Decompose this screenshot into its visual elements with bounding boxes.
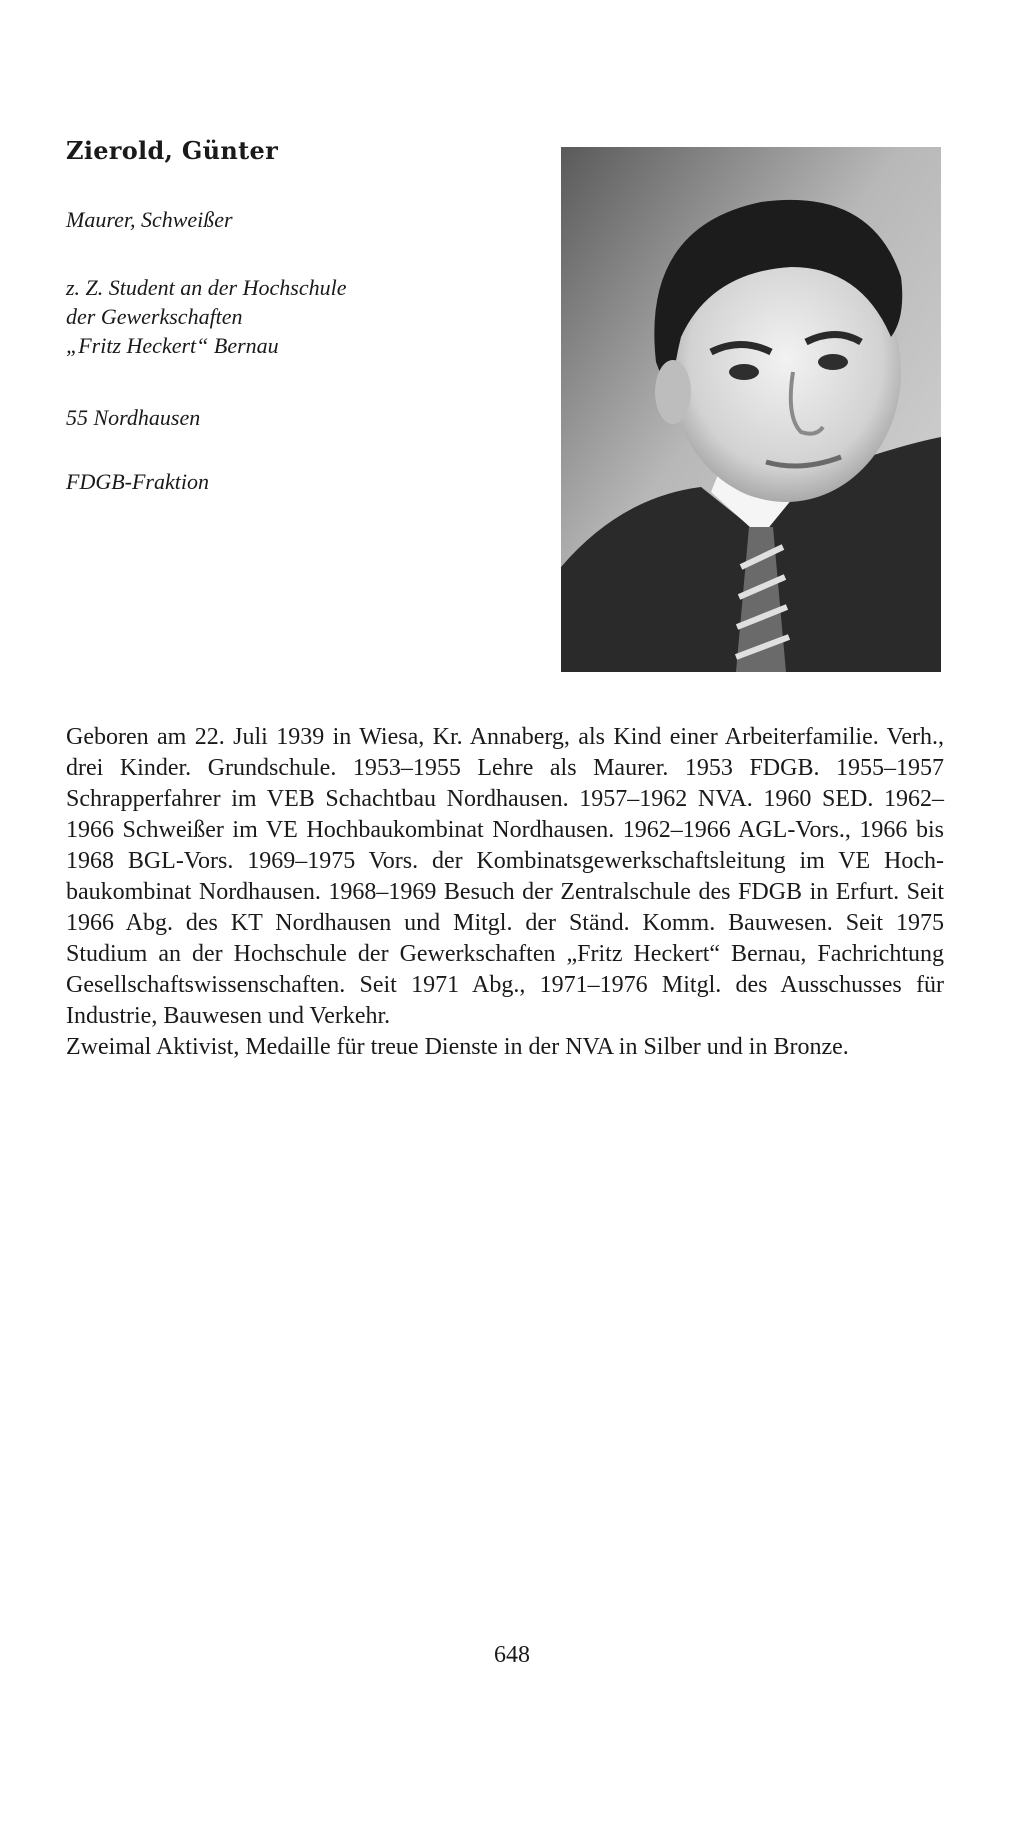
- biography: [66, 722, 944, 1063]
- biography-paragraph: Zweimal Aktivist, Medaille für treue Dienste in der NVA in Silber und in Bronze.: [66, 1034, 849, 1060]
- current-position: z. Z. Student an der Hochschule der Gewerkschaften „Fritz Heckert“ Bernau: [66, 275, 347, 358]
- profession: Maurer, Schweißer: [66, 207, 233, 232]
- person-name: Zierold, Günter: [66, 136, 279, 165]
- portrait-photo: [561, 147, 941, 672]
- page-number: 648: [494, 1642, 530, 1668]
- faction: FDGB-Fraktion: [66, 469, 209, 494]
- biography-paragraph: Geboren am 22. Juli 1939 in Wiesa, Kr. Annaberg, als Kind einer Arbeiterfamilie. Verh., drei Kinder. Grundschule. 1953–1955 Lehre als Maurer. 1953 FDGB. 1955–1957 Schrapperfahrer im VEB Schachtbau Nordhausen. 1957–1962 NVA. 1960 SED. 1962–1966 Schweißer im VE Hochbaukombinat Nordhausen. 1962–1966 AGL-Vors., 1966 bis 1968 BGL-Vors. 1969–1975 Vors. der Kombinatsgewerkschaftsleitung im VE Hochbaukombinat Nordhausen. 1968–1969 Besuch der Zentralschule des FDGB in Erfurt. Seit 1966 Abg. des KT Nordhausen und Mitgl. der Ständ. Komm. Bauwesen. Seit 1975 Studium an der Hochschule der Gewerkschaften „Fritz Heckert“ Bernau, Fachrichtung Gesellschaftswissenschaften. Seit 1971 Abg., 1971–1976 Mitgl. des Ausschusses für Industrie, Bauwesen und Verkehr.: [66, 724, 944, 1029]
- electoral-district: 55 Nordhausen: [66, 405, 201, 430]
- portrait-image: [561, 147, 941, 672]
